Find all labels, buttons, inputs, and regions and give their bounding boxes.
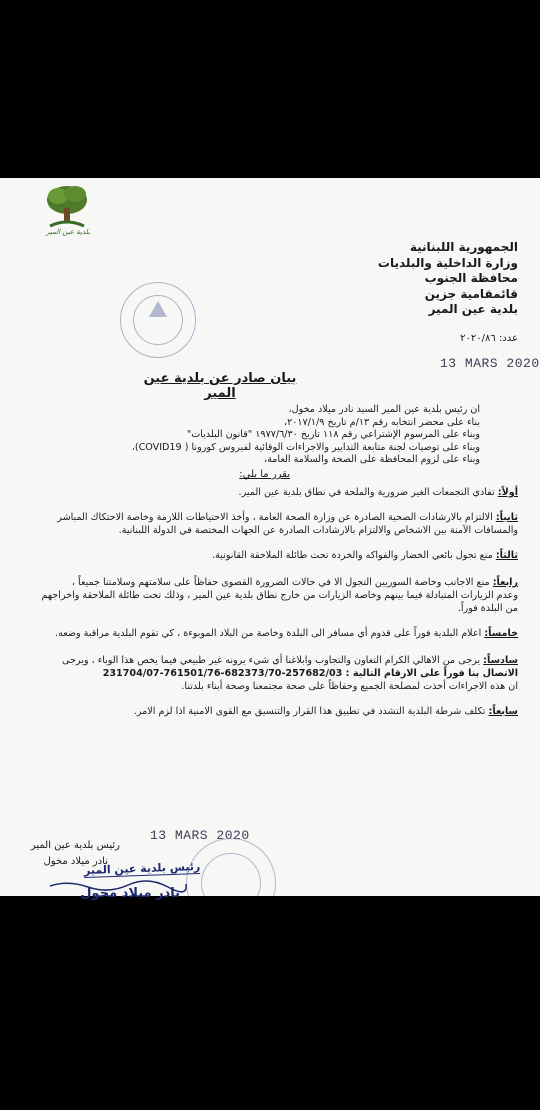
- top-dark-margin: [0, 0, 540, 178]
- item-text: ان هذه الاجراءات أخذت لمصلحة الجميع وحفاظاً على صحة مجتمعنا وصحة أبناء بلدتنا.: [181, 681, 518, 692]
- item-text: منع الاجانب وخاصة السوريين التجول الا في حالات الضرورة القصوى حفاظاً على سلامتهم وسلامتنا جميعاً ،: [71, 577, 490, 588]
- date-stamp-top: 13 MARS 2020: [440, 356, 540, 371]
- item-label: ثالثاً:: [495, 550, 518, 561]
- letterhead: [298, 240, 518, 318]
- item-text: تفادي التجمعات الغير ضرورية والملحة في نطاق بلدية عين المير.: [238, 487, 495, 498]
- item-text: من البلدة فوراً.: [457, 603, 518, 614]
- list-item: [18, 549, 518, 562]
- bottom-dark-margin: [0, 896, 540, 1110]
- preamble-line: ان رئيس بلدية عين المير السيد نادر ميلاد مخول،: [288, 404, 480, 415]
- item-label: أولاً:: [497, 487, 518, 498]
- decides-heading: يقرر ما يلي:: [239, 469, 290, 480]
- decision-items: [18, 486, 518, 718]
- item-text: الاتصال بنا فوراً على الارقام التالية : 257682/03-682373/70-761501/76-231704/07: [102, 668, 518, 679]
- document-page: [0, 178, 540, 896]
- item-label: سابعاً:: [488, 706, 518, 717]
- item-text: اعلام البلدية فوراً على قدوم أي مسافر الى البلدة وخاصة من البلاد الموبوءة ، كي تقوم البلدية مراقبة وضعه.: [55, 628, 482, 639]
- letterhead-line: قائمقامية جزين: [424, 286, 518, 301]
- signatory-title: رئيس بلدية عين المير: [30, 840, 120, 851]
- signatory-name: نادر ميلاد مخول: [43, 856, 108, 867]
- list-item: [18, 654, 518, 693]
- list-item: [18, 627, 518, 640]
- preamble-line: وبناء على لزوم المحافظة على الصحة والسلامة العامة،: [264, 454, 480, 465]
- signature-stamp-name: نادر ميلاد مخول: [80, 886, 180, 901]
- item-text: تكلف شرطة البلدية التشدد في تطبيق هذا القرار والتنسيق مع القوى الامنية اذا لزم الامر.: [133, 706, 486, 717]
- item-label: سادساً:: [483, 655, 518, 666]
- preamble-line: وبناء على المرسوم الإشتراعي رقم ١١٨ تاريخ ١٩٧٧/٦/٣٠ "قانون البلديات": [186, 429, 480, 440]
- item-label: خامساً:: [484, 628, 518, 639]
- letterhead-line: محافظة الجنوب: [424, 271, 518, 285]
- signature-stamp-org: رئيس بلدية عين المير: [83, 859, 201, 878]
- item-text: منع تجول بائعي الخضار والفواكه والخردة تحت طائلة الملاحقة القانونية.: [212, 550, 493, 561]
- list-item: [18, 705, 518, 718]
- item-text: والمسافات الآمنة بين الاشخاص والالتزام بالارشادات الصادرة عن الجهات المختصة في الدولة اللبنانية.: [118, 525, 518, 536]
- item-text: وعدم الزيارات المتبادلة فيما بينهم وخاصة الزيارات من خارج نطاق بلدية عين المير ، وذلك تحت طائلة الملاحقة واخراجهم: [41, 590, 518, 601]
- preamble-line: وبناء على توصيات لجنة متابعة التدابير والاجراءات الوقائية لفيروس كورونا ( COVID19)،: [131, 441, 480, 453]
- official-seal-top: [120, 282, 196, 358]
- preamble: [10, 404, 480, 467]
- letterhead-line: بلدية عين المير: [428, 302, 518, 316]
- preamble-line: بناء على محضر انتخابه رقم ١٣/م تاريخ ٢٠١٧/١/٩،: [283, 416, 480, 428]
- item-text: الالتزام بالارشادات الصحية الصادرة عن وزارة الصحة العامة ، وأخذ الاحتياطات اللازمة وخاصة الاحتكاك المباشر: [57, 512, 493, 523]
- letterhead-line: وزارة الداخلية والبلديات: [377, 255, 518, 270]
- list-item: [18, 511, 518, 537]
- item-label: ثانياً:: [495, 512, 518, 523]
- letterhead-line: الجمهورية اللبنانية: [409, 240, 518, 254]
- reference-number: عدد: ٢٠٢٠/٨٦: [460, 333, 518, 344]
- list-item: [18, 486, 518, 499]
- item-label: رابعاً:: [492, 577, 518, 588]
- date-stamp-bottom: 13 MARS 2020: [150, 828, 250, 843]
- document-title: بيان صادر عن بلدية عين المير: [143, 371, 297, 401]
- cedar-icon: [149, 301, 167, 317]
- item-text: يرجى من الاهالي الكرام التعاون والتجاوب وابلاغنا أي شيء يرونه غير طبيعي فيما يخص هذا الوباء ، ويرجى: [61, 655, 481, 666]
- list-item: [18, 576, 518, 615]
- logo-caption: بلدية عين المير: [46, 228, 90, 236]
